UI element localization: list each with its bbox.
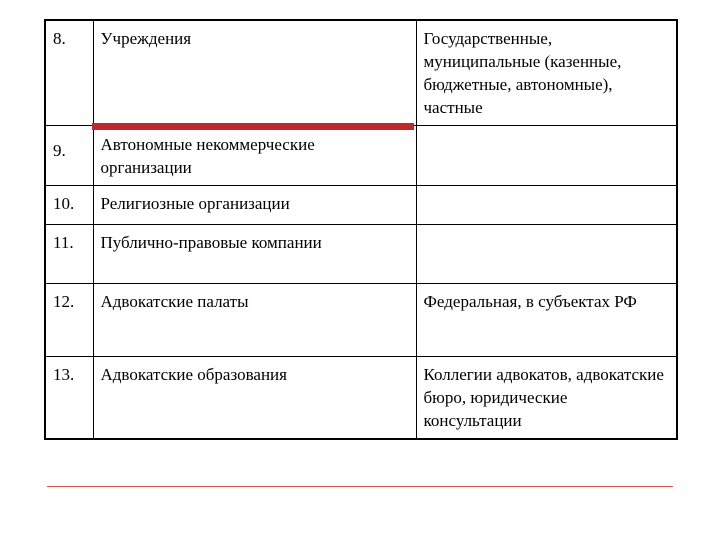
organization-name: Адвокатские палаты <box>93 284 416 357</box>
organization-type <box>416 225 677 284</box>
organization-type: Коллегии адвокатов, адвокатские бюро, юридические консультации <box>416 357 677 440</box>
row-number: 10. <box>45 186 93 225</box>
row-number: 12. <box>45 284 93 357</box>
organization-name: Адвокатские образования <box>93 357 416 440</box>
organization-name: Автономные некоммерческие организации <box>93 126 416 186</box>
organization-type <box>416 186 677 225</box>
organization-type <box>416 126 677 186</box>
row-number: 11. <box>45 225 93 284</box>
table-row <box>45 126 677 186</box>
table-row <box>45 284 677 357</box>
organizations-table <box>44 19 678 440</box>
red-accent-bar <box>92 123 414 130</box>
organization-name: Религиозные организации <box>93 186 416 225</box>
row-number: 8. <box>45 20 93 126</box>
organization-name: Учреждения <box>93 20 416 126</box>
table-row <box>45 357 677 440</box>
organization-name: Публично-правовые компании <box>93 225 416 284</box>
footer-divider <box>47 486 673 487</box>
table-row <box>45 186 677 225</box>
row-number: 9. <box>45 126 93 186</box>
table-row <box>45 20 677 126</box>
organization-type: Государственные, муниципальные (казенные, бюджетные, автономные), частные <box>416 20 677 126</box>
row-number: 13. <box>45 357 93 440</box>
table-row <box>45 225 677 284</box>
organization-type: Федеральная, в субъектах РФ <box>416 284 677 357</box>
